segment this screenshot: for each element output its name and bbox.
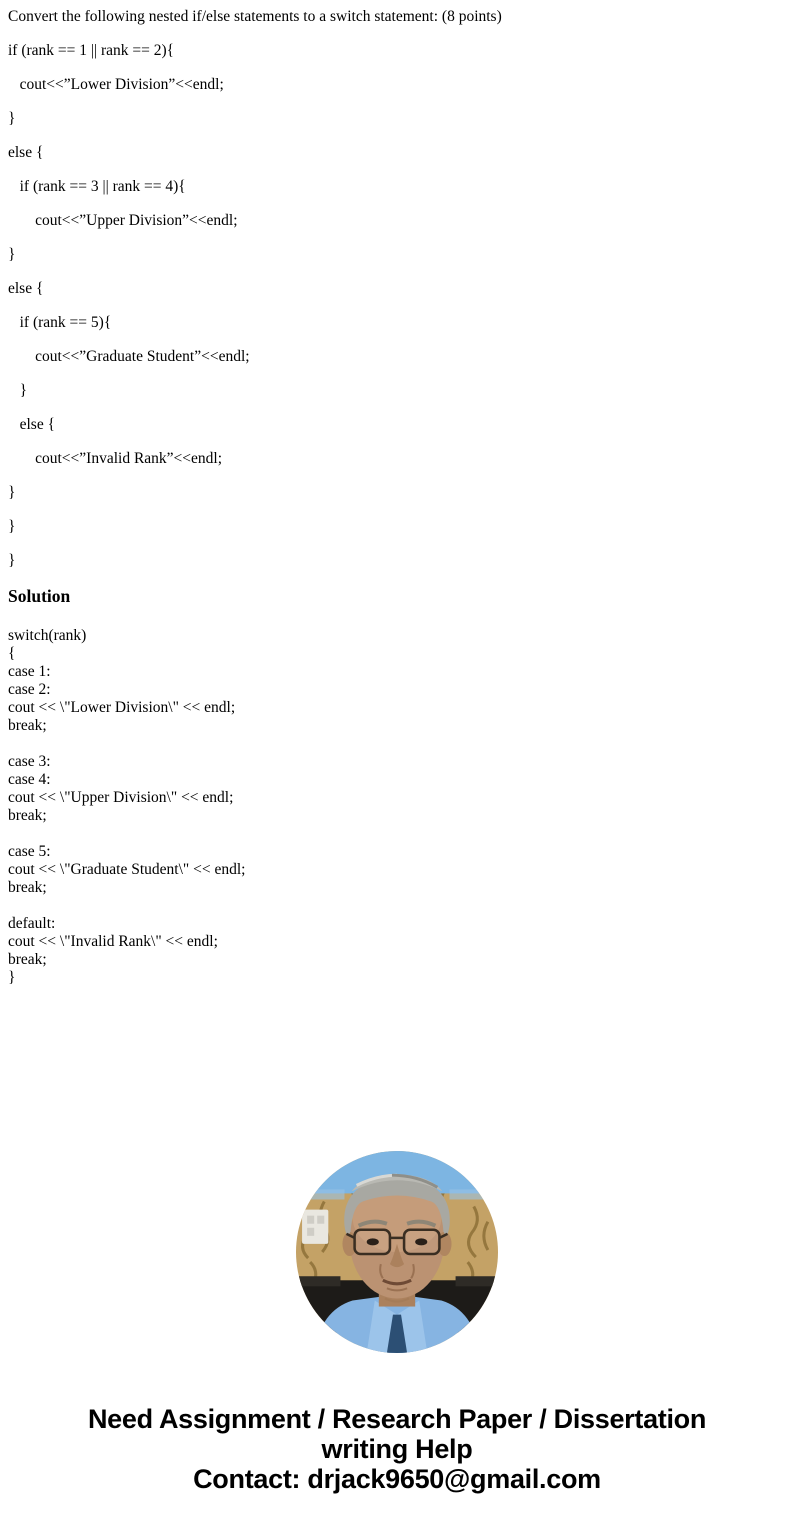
instructor-avatar [296,1151,498,1353]
question-title: Convert the following nested if/else statements to a switch statement: (8 points) [8,8,502,25]
footer-line-3: Contact: drjack9650@gmail.com [193,1464,601,1494]
solution-code-line: break; [8,951,47,968]
solution-code-line: case 2: [8,681,51,698]
question-code-block [8,43,784,569]
solution-code-line: case 5: [8,843,51,860]
solution-code-line: case 4: [8,771,51,788]
solution-code-line: switch(rank) [8,627,87,644]
solution-code-line: } [8,969,16,986]
question-code-line: if (rank == 3 || rank == 4){ [8,178,186,195]
solution-code-line: cout << \"Invalid Rank\" << endl; [8,933,218,950]
question-code-line: } [8,110,16,127]
question-code-line: } [8,246,16,263]
question-code-line: if (rank == 1 || rank == 2){ [8,42,175,59]
solution-heading: Solution [8,586,71,606]
question-code-line: cout<<”Lower Division”<<endl; [8,76,224,93]
footer-line-1: Need Assignment / Research Paper / Dissertation [87,1404,707,1434]
solution-code-line: break; [8,717,47,734]
solution-code-line: { [8,645,16,662]
solution-code-line [8,897,784,915]
solution-code-line: break; [8,807,47,824]
solution-code-line: cout << \"Graduate Student\" << endl; [8,861,246,878]
question-code-line: } [8,484,16,501]
question-code-line: cout<<”Invalid Rank”<<endl; [8,450,223,467]
question-code-line: cout<<”Graduate Student”<<endl; [8,348,250,365]
solution-code-block [8,627,784,987]
instructor-photo-illustration [296,1151,498,1353]
question-code-line: } [8,518,16,535]
solution-code-line [8,735,784,753]
footer-banner [0,1404,794,1494]
solution-code-line: case 3: [8,753,51,770]
question-code-line: cout<<”Upper Division”<<endl; [8,212,238,229]
solution-code-line: case 1: [8,663,51,680]
solution-code-line: default: [8,915,56,932]
solution-code-line: break; [8,879,47,896]
question-code-line: if (rank == 5){ [8,314,112,331]
question-code-line: else { [8,416,56,433]
footer-line-2: writing Help [321,1434,473,1464]
question-code-line: else { [8,280,44,297]
question-code-line: else { [8,144,44,161]
question-code-line: } [8,382,28,399]
solution-code-line: cout << \"Lower Division\" << endl; [8,699,236,716]
solution-code-line [8,825,784,843]
solution-code-line: cout << \"Upper Division\" << endl; [8,789,234,806]
question-code-line: } [8,552,16,569]
